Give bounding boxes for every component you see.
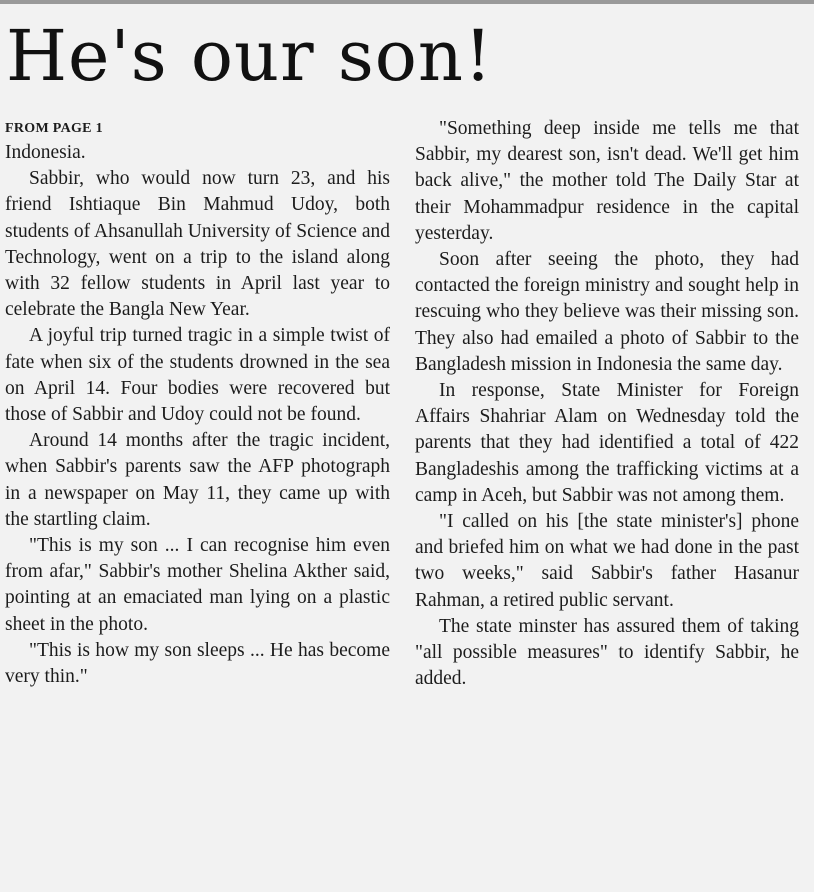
article-paragraph: "Something deep inside me tells me that Sabbir, my dearest son, isn't dead. We'll get him back alive," the mother told The Daily Star at their Mohammadpur residence in the capital yesterday. bbox=[415, 118, 799, 244]
article-paragraph: Around 14 months after the tragic incident, when Sabbir's parents saw the AFP photograph in a newspaper on May 11, they came up with the startling claim. bbox=[5, 430, 390, 530]
article-column-left bbox=[5, 116, 390, 690]
article-column-right bbox=[415, 116, 799, 692]
article-paragraph: In response, State Minister for Foreign Affairs Shahriar Alam on Wednesday told the parents that they had identified a total of 422 Bangladeshis among the trafficking victims at a camp in Aceh, but Sabbir was not among them. bbox=[415, 380, 799, 506]
article-paragraph: "This is my son ... I can recognise him even from afar," Sabbir's mother Shelina Akther said, pointing at an emaciated man lying on a plastic sheet in the photo. bbox=[5, 535, 390, 635]
article-paragraph: Soon after seeing the photo, they had contacted the foreign ministry and sought help in rescuing who they believe was their missing son. They also had emailed a photo of Sabbir to the Bangladesh mission in Indonesia the same day. bbox=[415, 249, 799, 375]
top-rule bbox=[0, 0, 814, 4]
article-paragraph: Indonesia. bbox=[5, 142, 86, 163]
article-paragraph: The state minster has assured them of taking "all possible measures" to identify Sabbir, he added. bbox=[415, 615, 799, 690]
article-paragraph: "This is how my son sleeps ... He has become very thin." bbox=[5, 639, 390, 688]
article-paragraph: Sabbir, who would now turn 23, and his friend Ishtiaque Bin Mahmud Udoy, both students of Ahsanullah University of Science and Technology, went on a trip to the island along with 32 fellow students in April last year to celebrate the Bangla New Year. bbox=[5, 168, 390, 321]
headline: He's our son! bbox=[6, 15, 494, 97]
article-paragraph: A joyful trip turned tragic in a simple twist of fate when six of the students drowned in the sea on April 14. Four bodies were recovered but those of Sabbir and Udoy could not be found. bbox=[5, 325, 390, 426]
continuation-kicker: FROM PAGE 1 bbox=[5, 121, 103, 136]
article-paragraph: "I called on his [the state minister's] phone and briefed him on what we had done in the past two weeks," said Sabbir's father Hasanur Rahman, a retired public servant. bbox=[415, 511, 799, 611]
